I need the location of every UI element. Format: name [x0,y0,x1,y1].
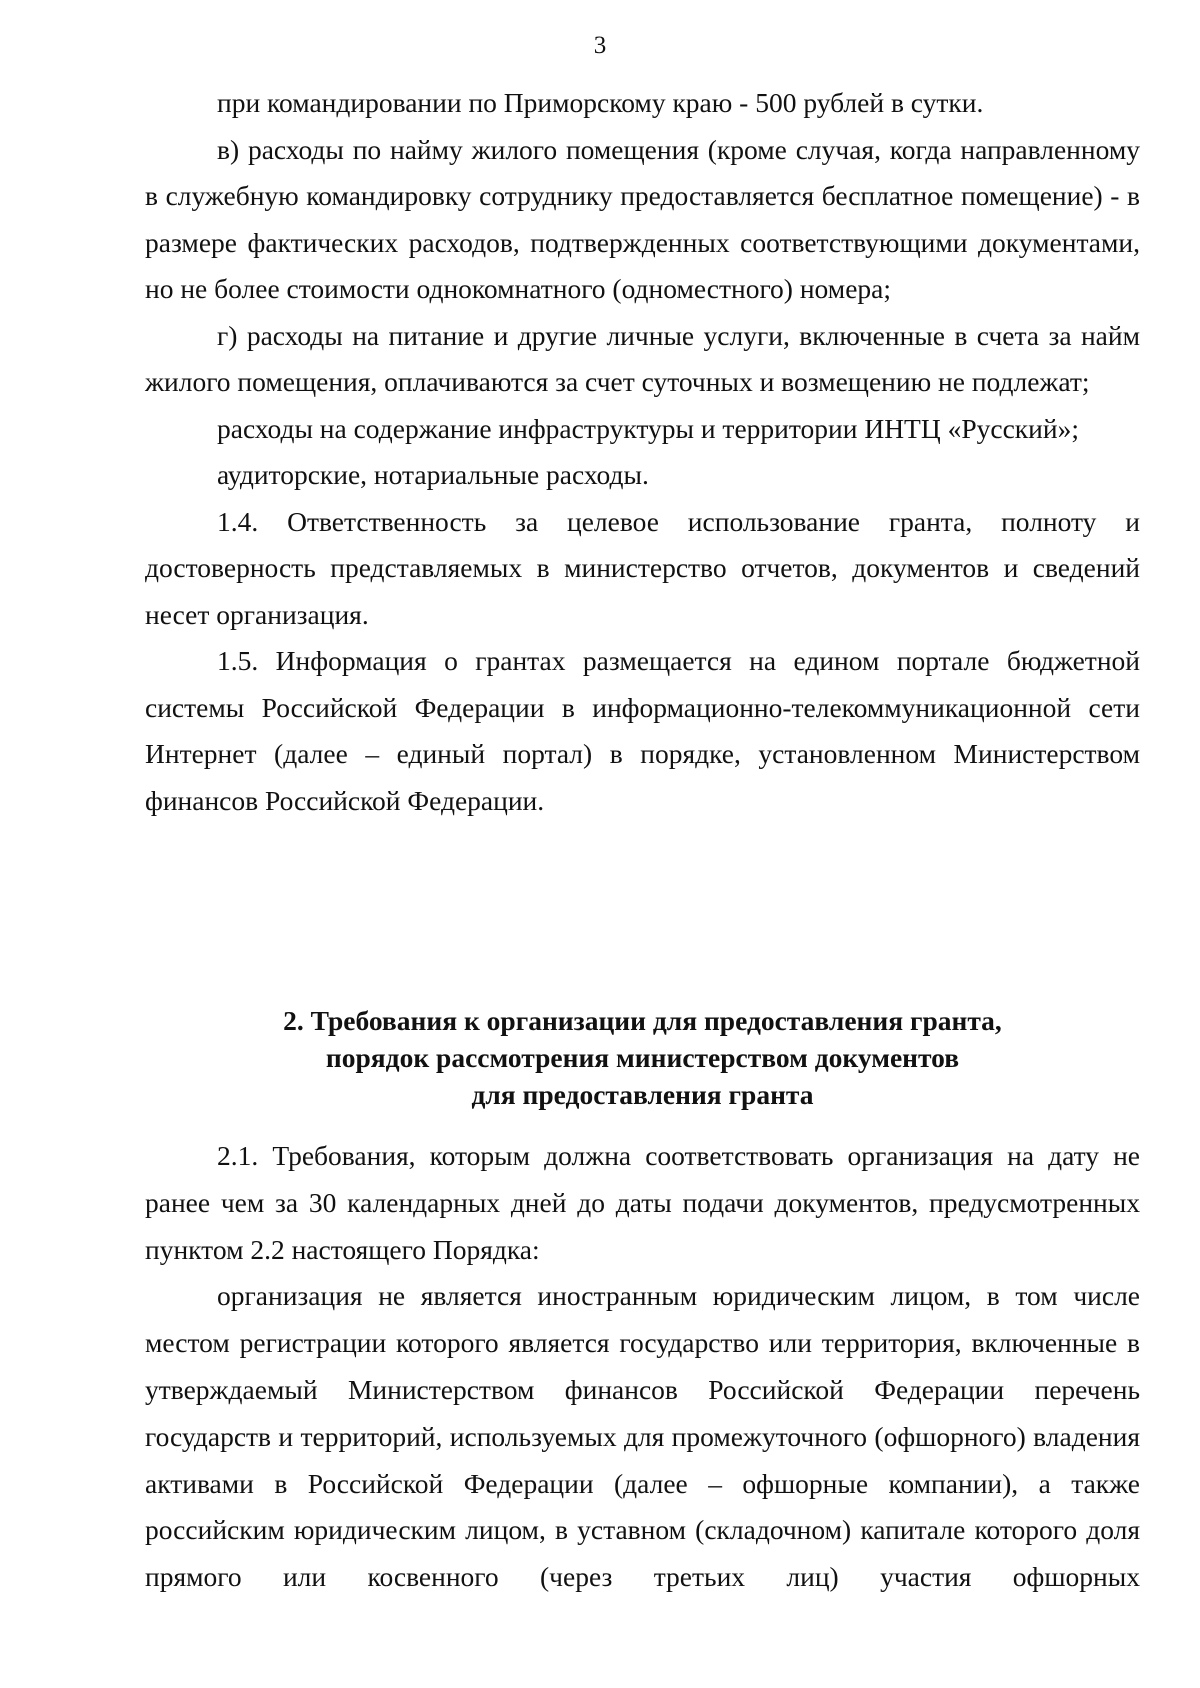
section-heading-line-1: 2. Требования к организации для предоставления гранта, [283,1005,1002,1036]
page-number: 3 [593,32,607,59]
paragraph-2-1: 2.1. Требования, которым должна соответствовать организация на дату не ранее чем за 30 календарных дней до даты подачи документов, предусмотренных пунктом 2.2 настоящего Порядка: [145,1140,1140,1265]
body-text-bottom [145,1133,1140,1601]
paragraph-organization-requirements: организация не является иностранным юридическим лицом, в том числе местом регистрации которого является государство или территория, включенные в утверждаемый Министерством финансов Российской Федерации перечень государств и территорий, используемых для промежуточного (офшорного) владения активами в Российской Федерации (далее – офшорные компании), а также российским юридическим лицом, в уставном (складочном) капитале которого доля прямого или косвенного (через третьих лиц) участия офшорных [145,1280,1140,1593]
section-heading-line-3: для предоставления гранта [471,1079,814,1110]
paragraph-1-5: 1.5. Информация о грантах размещается на едином портале бюджетной системы Российской Федерации в информационно-телекоммуникационной сети Интернет (далее – единый портал) в порядке, установленном Министерством финансов Российской Федерации. [145,645,1140,816]
paragraph-audit-expenses: аудиторские, нотариальные расходы. [217,459,649,490]
paragraph-food-expenses: г) расходы на питание и другие личные услуги, включенные в счета за найм жилого помещения, оплачиваются за счет суточных и возмещению не подлежат; [145,319,1140,397]
section-heading-line-2: порядок рассмотрения министерством документов [325,1042,960,1073]
paragraph-infrastructure-expenses: расходы на содержание инфраструктуры и территории ИНТЦ «Русский»; [217,412,1079,444]
body-text-top [145,80,1140,824]
paragraph-1-4: 1.4. Ответственность за целевое использование гранта, полноту и достоверность представляемых в министерство отчетов, документов и сведений несет организация. [145,505,1140,630]
section-heading [145,1002,1140,1113]
paragraph-housing-expenses: в) расходы по найму жилого помещения (кроме случая, когда направленному в служебную командировку сотруднику предоставляется бесплатное помещение) - в размере фактических расходов, подтвержденных соответствующими документами, но не более стоимости однокомнатного (одноместного) номера; [145,133,1140,304]
paragraph-daily-allowance: при командировании по Приморскому краю - 500 рублей в сутки. [217,87,984,118]
